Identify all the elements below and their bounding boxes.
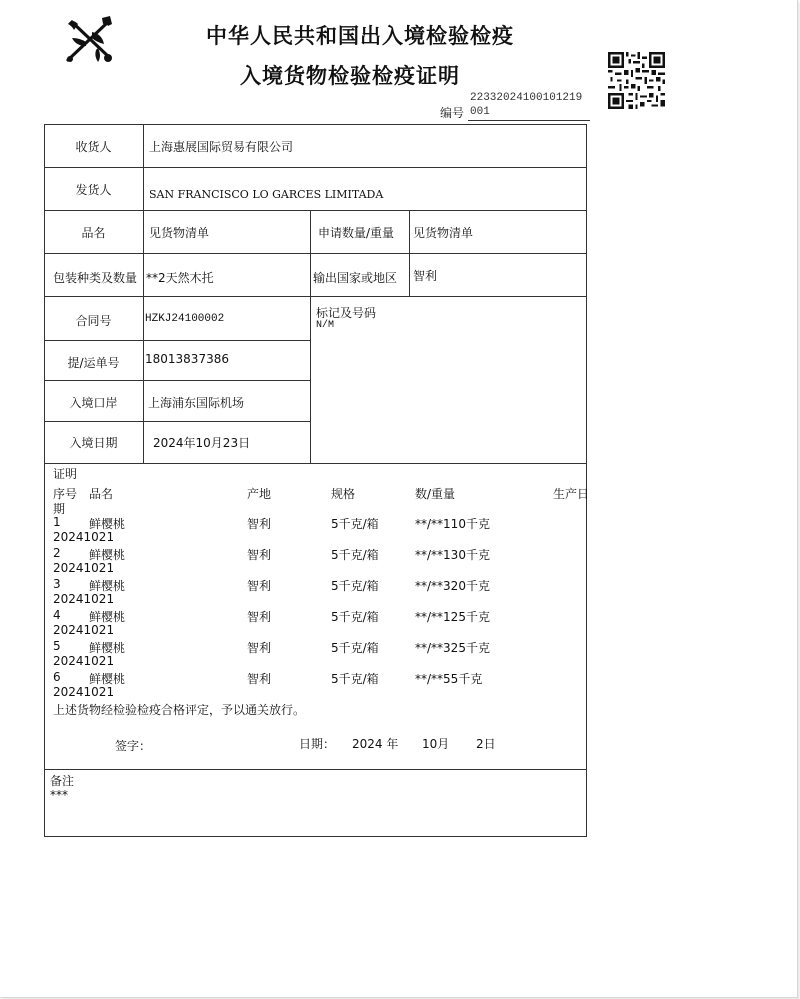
port-value: 上海浦东国际机场 (148, 396, 245, 410)
item-no: 5 (53, 639, 61, 653)
item-qty: **/**55千克 (415, 672, 483, 686)
origin-value: 智利 (413, 269, 438, 283)
item-name: 鲜樱桃 (89, 672, 126, 686)
bl-label: 提/运单号 (67, 356, 120, 370)
row-divider (44, 380, 310, 381)
sign-date-month: 10月 (422, 737, 450, 751)
item-spec: 5千克/箱 (331, 610, 379, 624)
item-name: 鲜樱桃 (89, 610, 126, 624)
sign-date-label: 日期： (299, 737, 336, 751)
table-border-top (44, 124, 587, 125)
title-line-1: 中华人民共和国出入境检验检疫 (206, 24, 514, 48)
signature-label: 签字： (115, 739, 152, 753)
row-divider (44, 769, 587, 770)
item-origin: 智利 (247, 610, 272, 624)
item-date: 20241021 (53, 623, 115, 637)
qty-value: 见货物清单 (413, 226, 474, 240)
qr-code-icon (608, 52, 665, 109)
header-date-wrap: 期 (53, 502, 66, 516)
consignor-value: SAN FRANCISCO LO GARCES LIMITADA (149, 188, 384, 201)
document-title (0, 20, 720, 50)
item-date: 20241021 (53, 654, 115, 668)
certificate-label: 证明 (53, 467, 78, 481)
table-border-bottom (44, 836, 587, 837)
header-origin: 产地 (247, 487, 272, 501)
qty-label: 申请数量/重量 (318, 226, 395, 240)
sign-date-day: 2日 (476, 737, 496, 751)
document-subtitle (0, 60, 700, 90)
row-divider (44, 253, 587, 254)
cert-number-underline (468, 120, 590, 121)
origin-label: 输出国家或地区 (313, 271, 398, 285)
remarks-value: *** (50, 788, 68, 802)
certificate-statement: 上述货物经检验检疫合格评定，予以通关放行。 (53, 703, 306, 717)
header-date: 生产日 (553, 487, 590, 501)
cert-number-line-2: 001 (470, 106, 490, 118)
cert-number-line-1: 22332024100101219 (470, 92, 583, 104)
pack-value: **2天然木托 (146, 271, 214, 285)
cert-number-label: 编号 (440, 106, 465, 120)
item-spec: 5千克/箱 (331, 641, 379, 655)
item-spec: 5千克/箱 (331, 579, 379, 593)
row-divider (44, 340, 310, 341)
item-spec: 5千克/箱 (331, 672, 379, 686)
title-line-2: 入境货物检验检疫证明 (240, 64, 460, 88)
item-no: 2 (53, 546, 61, 560)
product-label: 品名 (81, 226, 106, 240)
row-divider (44, 296, 587, 297)
header-name: 品名 (89, 487, 114, 501)
item-qty: **/**130千克 (415, 548, 490, 562)
consignor-label: 发货人 (75, 183, 112, 197)
pack-label: 包装种类及数量 (53, 271, 138, 285)
consignee-value: 上海惠展国际贸易有限公司 (149, 140, 294, 154)
header-spec: 规格 (331, 487, 356, 501)
item-origin: 智利 (247, 579, 272, 593)
row-divider (44, 210, 587, 211)
row-divider (44, 167, 587, 168)
item-no: 1 (53, 515, 61, 529)
item-spec: 5千克/箱 (331, 548, 379, 562)
sign-date-year: 2024 年 (352, 737, 399, 751)
item-no: 4 (53, 608, 61, 622)
item-qty: **/**325千克 (415, 641, 490, 655)
marks-value: N/M (316, 320, 335, 331)
item-no: 3 (53, 577, 61, 591)
item-date: 20241021 (53, 561, 115, 575)
item-qty: **/**110千克 (415, 517, 490, 531)
item-name: 鲜樱桃 (89, 548, 126, 562)
col-divider (310, 210, 311, 464)
product-value: 见货物清单 (149, 226, 210, 240)
header-qty: 数/重量 (415, 487, 456, 501)
item-qty: **/**125千克 (415, 610, 490, 624)
entry-date-value: 2024年10月23日 (153, 436, 251, 450)
table-border-right (586, 124, 587, 837)
item-origin: 智利 (247, 548, 272, 562)
marks-label: 标记及号码 (316, 306, 377, 320)
item-name: 鲜樱桃 (89, 579, 126, 593)
item-date: 20241021 (53, 592, 115, 606)
item-name: 鲜樱桃 (89, 641, 126, 655)
item-name: 鲜樱桃 (89, 517, 126, 531)
item-qty: **/**320千克 (415, 579, 490, 593)
consignee-label: 收货人 (75, 140, 112, 154)
port-label: 入境口岸 (69, 396, 118, 410)
item-date: 20241021 (53, 685, 115, 699)
row-divider (44, 463, 587, 464)
remarks-label: 备注 (50, 774, 75, 788)
entry-date-label: 入境日期 (69, 436, 118, 450)
item-origin: 智利 (247, 517, 272, 531)
header-no: 序号 (53, 487, 78, 501)
item-no: 6 (53, 670, 61, 684)
col-divider (143, 124, 144, 464)
item-date: 20241021 (53, 530, 115, 544)
contract-value: HZKJ24100002 (145, 313, 225, 325)
contract-label: 合同号 (75, 314, 112, 328)
item-spec: 5千克/箱 (331, 517, 379, 531)
col-divider (409, 210, 410, 297)
row-divider (44, 421, 310, 422)
item-origin: 智利 (247, 641, 272, 655)
bl-value: 18013837386 (145, 352, 229, 366)
item-origin: 智利 (247, 672, 272, 686)
